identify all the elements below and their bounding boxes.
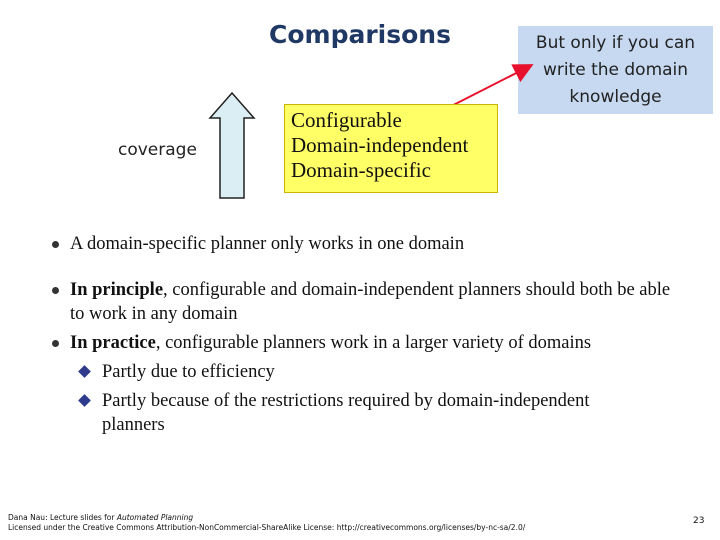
sub-bullet-item: Partly because of the restrictions required by domain-independent planners [48, 389, 642, 437]
planner-types-box [284, 104, 498, 193]
page-number: 23 [693, 516, 705, 526]
callout-line: But only if you can [535, 33, 696, 53]
bullet-dot-icon [52, 340, 59, 347]
bullet-list [48, 232, 688, 437]
callout-line: write the domain [542, 60, 689, 80]
planner-type-domain-independent: Domain-independent [291, 133, 469, 157]
planner-type-configurable: Configurable [291, 108, 402, 132]
slide-footer: Dana Nau: Lecture slides for Automated Planning Licensed under the Creative Commons Attribution-NonCommercial-ShareAlike License: http://creativecommons.org/licenses/by-nc-sa/2.0/ [8, 513, 526, 532]
bullet-dot-icon [52, 287, 59, 294]
sub-bullet-item: Partly due to efficiency [48, 360, 688, 384]
diamond-bullet-icon [78, 365, 91, 378]
diamond-bullet-icon [78, 394, 91, 407]
slide-title: Comparisons [269, 20, 451, 49]
planner-type-domain-specific: Domain-specific [291, 158, 431, 182]
bullet-item: In practice, configurable planners work in a larger variety of domains [48, 331, 688, 355]
coverage-up-arrow-icon [208, 90, 258, 202]
callout-box [518, 26, 713, 114]
coverage-label: coverage [118, 140, 197, 160]
callout-line: knowledge [569, 87, 662, 107]
bullet-item: In principle, configurable and domain-independent planners should both be able to work in any domain [48, 278, 688, 326]
bullet-dot-icon [52, 241, 59, 248]
bullet-item: A domain-specific planner only works in one domain [48, 232, 688, 256]
